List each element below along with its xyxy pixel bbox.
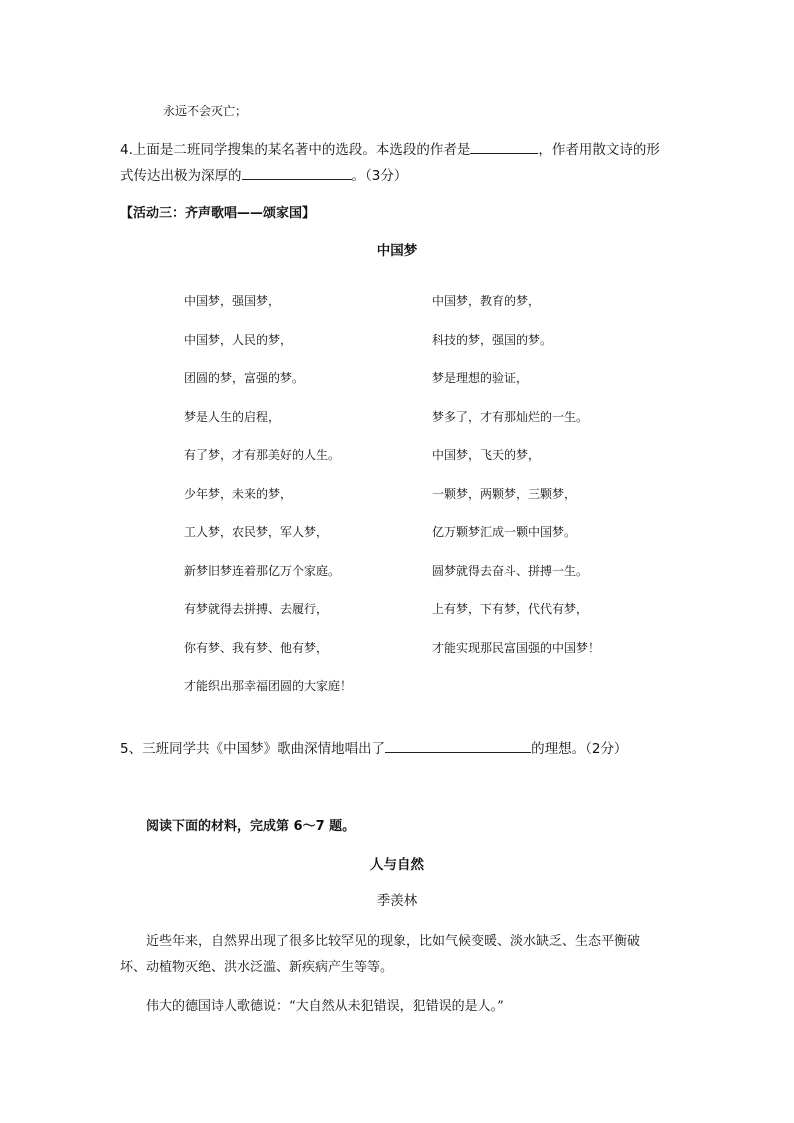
poem-line: 一颗梦，两颗梦，三颗梦， — [432, 486, 577, 501]
poem-line: 有了梦，才有那美好的人生。 — [184, 448, 341, 462]
poem-line: 科技的梦，强国的梦。 — [432, 332, 553, 347]
article-author: 季羡林 — [376, 893, 418, 909]
article-paragraph-1-line-1: 近些年来，自然界出现了很多比较罕见的现象，比如气候变暖、淡水缺乏、生态平衡破 — [146, 934, 641, 949]
poem-line: 有梦就得去拼搏、去履行， — [184, 602, 329, 616]
question-5 — [120, 737, 627, 757]
question-4-text-d: 。（3分） — [351, 168, 408, 184]
question-4-line-2 — [120, 164, 407, 184]
poem-right-column — [432, 292, 600, 677]
reading-instruction: 阅读下面的材料，完成第 6～7 题。 — [146, 819, 356, 834]
poem-line: 圆梦就得去奋斗、拼搏一生。 — [432, 563, 589, 578]
poem-left-column — [184, 292, 352, 716]
poem-line: 中国梦，教育的梦， — [432, 294, 541, 308]
poem-line: 中国梦，人民的梦， — [184, 332, 293, 347]
poem-line: 你有梦、我有梦、他有梦， — [184, 640, 329, 655]
poem-line: 上有梦，下有梦，代代有梦， — [432, 602, 589, 616]
top-line: 永远不会灭亡； — [163, 104, 248, 118]
answer-blank-emotion[interactable] — [242, 165, 352, 180]
question-5-text-a: 5、三班同学共《中国梦》歌曲深情地唱出了 — [120, 741, 386, 757]
article-paragraph-2: 伟大的德国诗人歌德说：“大自然从未犯错误，犯错误的是人。” — [146, 999, 504, 1014]
poem-title: 中国梦 — [376, 243, 418, 259]
article-title: 人与自然 — [370, 857, 424, 873]
poem-line: 亿万颗梦汇成一颗中国梦。 — [432, 525, 577, 539]
question-4-text-b: ，作者用散文诗的形 — [538, 142, 660, 158]
answer-blank-ideal[interactable] — [385, 738, 531, 753]
poem-line: 中国梦，强国梦， — [184, 294, 281, 308]
question-4-text-a: 4.上面是二班同学搜集的某名著中的选段。本选段的作者是 — [120, 142, 471, 158]
poem-line: 新梦旧梦连着那亿万个家庭。 — [184, 563, 341, 578]
poem-line: 才能织出那幸福团圆的大家庭！ — [184, 679, 353, 693]
poem-line: 团圆的梦，富强的梦。 — [184, 371, 305, 385]
question-4-line-1 — [120, 138, 660, 158]
poem-line: 梦多了，才有那灿烂的一生。 — [432, 409, 589, 424]
poem-line: 梦是人生的启程， — [184, 409, 281, 424]
answer-blank-author[interactable] — [470, 139, 538, 154]
poem-line: 才能实现那民富国强的中国梦！ — [432, 640, 601, 655]
poem-line: 梦是理想的验证， — [432, 371, 529, 385]
poem-line: 少年梦，未来的梦， — [184, 486, 293, 501]
poem-line: 中国梦，飞天的梦， — [432, 448, 541, 462]
question-5-text-b: 的理想。（2分） — [531, 741, 628, 757]
activity-title: 【活动三：齐声歌唱——颂家国】 — [120, 206, 316, 221]
article-paragraph-1-line-2: 坏、动植物灭绝、洪水泛滥、新疾病产生等等。 — [120, 960, 394, 975]
question-4-text-c: 式传达出极为深厚的 — [120, 168, 242, 184]
poem-line: 工人梦，农民梦，军人梦， — [184, 525, 329, 539]
